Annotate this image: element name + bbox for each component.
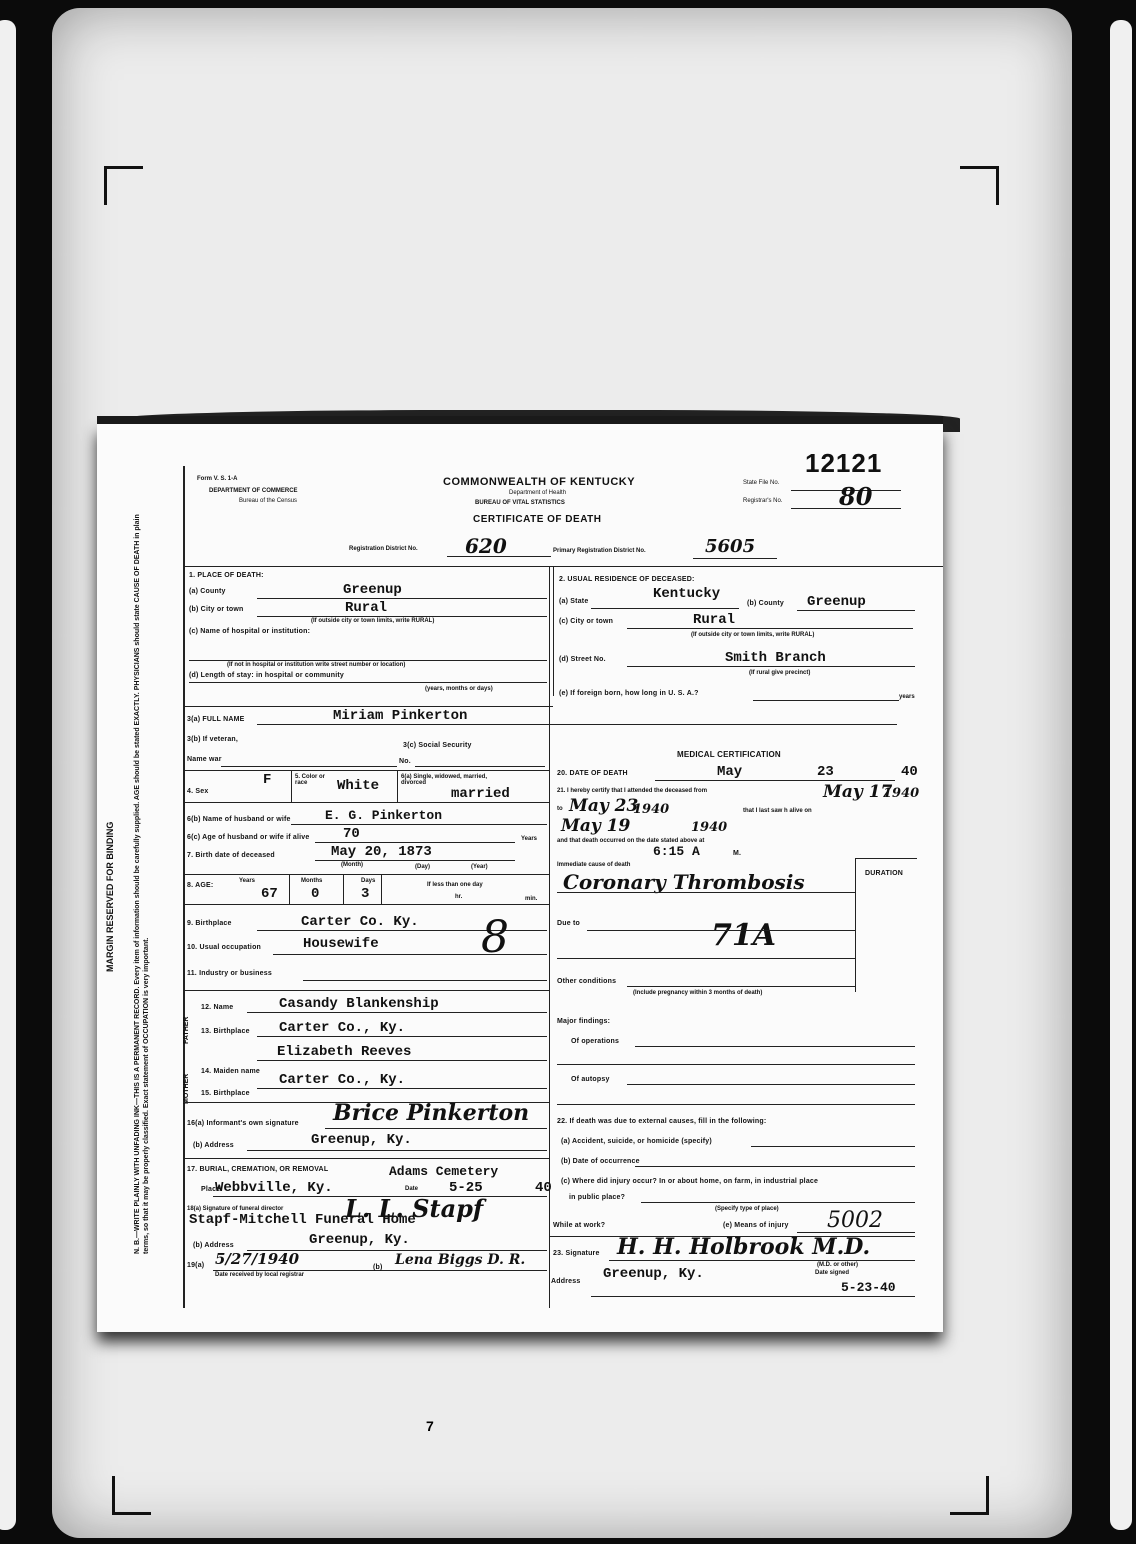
res-county-line xyxy=(797,610,915,611)
public-label: in public place? xyxy=(569,1194,626,1201)
margin-binding: MARGIN RESERVED FOR BINDING xyxy=(105,821,115,972)
work-label: While at work? xyxy=(553,1222,606,1229)
burial-label: 17. BURIAL, CREMATION, OR REMOVAL xyxy=(187,1166,329,1173)
age-months-label: Months xyxy=(301,878,323,884)
death-city: Rural xyxy=(345,600,388,616)
age-label: 8. AGE: xyxy=(187,882,214,889)
registrar-label: Registrar's No. xyxy=(743,498,783,504)
occupation: Housewife xyxy=(303,936,379,952)
birthplace-label: 9. Birthplace xyxy=(187,920,232,927)
commonwealth-title: COMMONWEALTH OF KENTUCKY xyxy=(443,476,636,488)
death-city-note: (If outside city or town limits, write RURAL) xyxy=(311,618,435,624)
other-note: (Include pregnancy within 3 months of death) xyxy=(633,990,763,996)
other-line xyxy=(627,986,855,987)
registrar-line xyxy=(791,508,901,509)
rule-sex xyxy=(183,770,549,771)
crop-mark-bottom-right xyxy=(950,1476,989,1515)
death-city-label: (b) City or town xyxy=(189,606,244,613)
physician-address: Greenup, Ky. xyxy=(603,1266,704,1282)
residence-heading: 2. USUAL RESIDENCE OF DECEASED: xyxy=(559,576,695,583)
occurrence-line xyxy=(635,1166,915,1167)
reg-district: 620 xyxy=(465,534,507,558)
father-name-label: 12. Name xyxy=(201,1004,234,1011)
birth-month: (Month) xyxy=(341,862,363,868)
age-div-3 xyxy=(381,874,382,904)
margin-note: N. B.—WRITE PLAINLY WITH UNFADING INK—THIS IS A PERMANENT RECORD. Every item of information should be carefully supplied. AGE should be stated EXACTLY. PHYSICIANS should state CAUSE OF DEATH in plain terms, so that it may be properly classified. Exact statement of OCCUPATION is very important. xyxy=(134,514,150,1254)
accident-line xyxy=(751,1146,915,1147)
external-label: 22. If death was due to external causes, fill in the following: xyxy=(557,1118,767,1125)
mother-name-label: 14. Maiden name xyxy=(201,1068,261,1075)
director-addr-label: (b) Address xyxy=(193,1242,234,1249)
accident-label: (a) Accident, suicide, or homicide (specify) xyxy=(561,1138,712,1145)
full-name-line xyxy=(257,724,897,725)
due-line xyxy=(587,930,855,931)
age-hr: hr. xyxy=(455,894,463,900)
autopsy-line-2 xyxy=(557,1104,915,1105)
cause-label: Immediate cause of death xyxy=(557,862,631,868)
column-divider-upper xyxy=(553,566,554,696)
last-seen-label: that I last saw h alive on xyxy=(743,808,812,814)
attended-to: May 23 xyxy=(569,796,639,816)
means-line xyxy=(797,1232,915,1233)
occurred-label: and that death occurred on the date stated above at xyxy=(557,838,705,844)
cause: Coronary Thrombosis xyxy=(563,870,805,894)
bureau-census: Bureau of the Census xyxy=(239,498,298,504)
death-year: 40 xyxy=(901,764,918,780)
age-div-1 xyxy=(289,874,290,904)
reg-district-label: Registration District No. xyxy=(349,546,418,552)
informant-addr-label: (b) Address xyxy=(193,1142,234,1149)
certificate-number: 12121 xyxy=(805,448,883,478)
hospital-label: (c) Name of hospital or institution: xyxy=(189,628,311,635)
sex: F xyxy=(263,772,272,788)
last-seen: May 19 xyxy=(561,816,631,836)
birth-label: 7. Birth date of deceased xyxy=(187,852,275,859)
ss-line xyxy=(415,766,545,767)
occupation-code: 8 xyxy=(481,912,509,963)
occupation-label: 10. Usual occupation xyxy=(187,944,262,951)
death-month: May xyxy=(717,764,743,780)
color: White xyxy=(337,778,380,794)
physician-signature: H. H. Holbrook M.D. xyxy=(617,1234,871,1260)
informant-address: Greenup, Ky. xyxy=(311,1132,412,1148)
res-state: Kentucky xyxy=(653,586,721,602)
registrar-number: 80 xyxy=(839,482,873,511)
primary-district-line xyxy=(693,558,777,559)
marital: married xyxy=(451,786,510,802)
death-certificate xyxy=(97,424,943,1332)
color-label: 5. Color or race xyxy=(295,774,326,786)
crop-mark-bottom-left xyxy=(112,1476,151,1515)
rule-top xyxy=(183,566,943,567)
foreign-label: (e) If foreign born, how long in U. S. A.? xyxy=(559,690,699,697)
mother-birthplace-line xyxy=(257,1088,547,1089)
rule-birthplace xyxy=(183,904,549,905)
war-label: Name war xyxy=(187,756,222,763)
public-line xyxy=(641,1202,915,1203)
death-time: 6:15 A xyxy=(653,844,700,859)
res-city-label: (c) City or town xyxy=(559,618,614,625)
specify-label: (Specify type of place) xyxy=(715,1206,779,1212)
birth-line xyxy=(315,860,515,861)
industry-label: 11. Industry or business xyxy=(187,970,272,977)
color-divider xyxy=(397,770,398,802)
birthplace: Carter Co. Ky. xyxy=(301,914,419,930)
physician-line xyxy=(609,1260,915,1261)
war-line xyxy=(221,766,397,767)
burial-place-label: Place xyxy=(201,1186,221,1193)
spouse-years: Years xyxy=(521,836,538,842)
death-day: 23 xyxy=(817,764,834,780)
registrar-sig-label: (b) xyxy=(373,1264,383,1271)
physician-sig-label: 23. Signature xyxy=(553,1250,600,1257)
state-file-label: State File No. xyxy=(743,480,780,486)
bureau-vital: BUREAU OF VITAL STATISTICS xyxy=(475,500,565,506)
hospital-note: (If not in hospital or institution write street number or location) xyxy=(227,662,406,668)
medical-heading: MEDICAL CERTIFICATION xyxy=(677,750,781,759)
death-county-line xyxy=(257,598,547,599)
last-seen-year: 1940 xyxy=(691,820,728,835)
duration-label: DURATION xyxy=(865,870,904,877)
res-county-label: (b) County xyxy=(747,600,784,607)
physician-addr-line xyxy=(591,1296,915,1297)
primary-district-label: Primary Registration District No. xyxy=(553,548,646,554)
certificate-title: CERTIFICATE OF DEATH xyxy=(473,514,602,525)
age-months: 0 xyxy=(311,886,320,902)
place-heading: 1. PLACE OF DEATH: xyxy=(189,572,264,579)
cemetery: Adams Cemetery xyxy=(389,1164,499,1179)
film-mark: 7 xyxy=(426,1418,434,1434)
occupation-line xyxy=(273,954,547,955)
stay-note: (years, months or days) xyxy=(425,686,493,692)
spouse-age-line xyxy=(315,842,515,843)
mother-birthplace-label: 15. Birthplace xyxy=(201,1090,250,1097)
physician-addr-label: Address xyxy=(551,1278,581,1285)
other-label: Other conditions xyxy=(557,978,617,985)
informant-sig-label: 16(a) Informant's own signature xyxy=(187,1120,299,1127)
rule-parents xyxy=(183,990,549,991)
film-strip-right xyxy=(1110,20,1132,1530)
means-label: (e) Means of injury xyxy=(723,1222,789,1229)
informant-signature: Brice Pinkerton xyxy=(333,1100,530,1126)
crop-mark-top-right xyxy=(960,166,999,205)
duration-divider xyxy=(855,858,856,992)
mother-name-line xyxy=(257,1060,547,1061)
autopsy-line xyxy=(627,1084,915,1085)
funeral-home: Stapf-Mitchell Funeral Home xyxy=(189,1212,416,1228)
ss-no-label: No. xyxy=(399,758,411,765)
dept-commerce: DEPARTMENT OF COMMERCE xyxy=(209,488,298,494)
res-state-line xyxy=(591,608,739,609)
industry-line xyxy=(303,980,547,981)
primary-district: 5605 xyxy=(705,536,756,557)
age-days: 3 xyxy=(361,886,370,902)
birth-date: May 20, 1873 xyxy=(331,844,432,860)
age-years-label: Years xyxy=(239,878,256,884)
marital-label: 6(a) Single, widowed, married, divorced xyxy=(401,774,488,786)
attended-year2: 1940 xyxy=(633,802,670,817)
informant-line xyxy=(325,1128,547,1129)
major-label: Major findings: xyxy=(557,1018,611,1025)
dept-health: Department of Health xyxy=(509,490,567,496)
film-strip-left xyxy=(0,20,16,1530)
column-divider xyxy=(549,566,550,1308)
spouse-label: 6(b) Name of husband or wife xyxy=(187,816,291,823)
duration-rule xyxy=(855,858,917,859)
attended-year1: 1940 xyxy=(883,786,920,801)
father-birthplace-label: 13. Birthplace xyxy=(201,1028,250,1035)
mother-tag: MOTHER xyxy=(183,1073,190,1104)
filed-note: Date received by local registrar xyxy=(215,1272,305,1278)
occurrence-label: (b) Date of occurrence xyxy=(561,1158,640,1165)
operations-label: Of operations xyxy=(571,1038,620,1045)
sex-label: 4. Sex xyxy=(187,788,209,795)
crop-mark-top-left xyxy=(104,166,143,205)
res-county: Greenup xyxy=(807,594,866,610)
director-label: 18(a) Signature of funeral director xyxy=(187,1206,284,1212)
reg-district-line xyxy=(447,556,551,557)
filed-label: 19(a) xyxy=(187,1262,205,1269)
cause-code: 71A xyxy=(711,918,777,953)
res-city: Rural xyxy=(693,612,736,628)
father-tag: FATHER xyxy=(183,1016,190,1044)
res-street-note: (If rural give precinct) xyxy=(749,670,811,676)
md-note: (M.D. or other) xyxy=(817,1262,858,1268)
death-time-m: M. xyxy=(733,850,742,857)
birth-day: (Day) xyxy=(415,864,431,870)
where-label: (c) Where did injury occur? In or about home, on farm, in industrial place xyxy=(561,1178,819,1185)
date-signed: 5-23-40 xyxy=(841,1280,896,1295)
res-street: Smith Branch xyxy=(725,650,826,666)
due-line-2 xyxy=(557,958,855,959)
full-name-label: 3(a) FULL NAME xyxy=(187,716,245,723)
age-years: 67 xyxy=(261,886,278,902)
veteran-label: 3(b) If veteran, xyxy=(187,736,239,743)
birth-year: (Year) xyxy=(471,864,488,870)
age-min: min. xyxy=(525,896,538,902)
foreign-line xyxy=(753,700,899,701)
res-city-note: (If outside city or town limits, write RURAL) xyxy=(691,632,815,638)
father-name-line xyxy=(247,1012,547,1013)
father-name: Casandy Blankenship xyxy=(279,996,439,1012)
foreign-years: years xyxy=(899,694,915,700)
rule-age xyxy=(183,874,549,875)
res-street-line xyxy=(627,666,915,667)
registrar-signature: Lena Biggs D. R. xyxy=(395,1252,526,1268)
death-county-label: (a) County xyxy=(189,588,226,595)
sex-divider xyxy=(291,770,292,802)
burial-date-label: Date xyxy=(405,1186,419,1192)
due-label: Due to xyxy=(557,920,580,927)
spouse-age: 70 xyxy=(343,826,360,842)
form-border-left xyxy=(183,466,185,1308)
stay-label: (d) Length of stay: in hospital or community xyxy=(189,672,345,679)
death-city-line xyxy=(257,616,547,617)
age-under-day: If less than one day xyxy=(427,882,483,888)
form-id: Form V. S. 1-A xyxy=(197,476,238,482)
rule-name xyxy=(183,706,553,707)
autopsy-label: Of autopsy xyxy=(571,1076,610,1083)
spouse-age-label: 6(c) Age of husband or wife if alive xyxy=(187,834,310,841)
attended-from: May 17 xyxy=(823,782,893,802)
director-address: Greenup, Ky. xyxy=(309,1232,410,1248)
mother-birthplace: Carter Co., Ky. xyxy=(279,1072,406,1088)
ss-label: 3(c) Social Security xyxy=(403,742,472,749)
operations-line xyxy=(635,1046,915,1047)
res-city-line xyxy=(627,628,913,629)
operations-line-2 xyxy=(557,1064,915,1065)
age-days-label: Days xyxy=(361,878,376,884)
informant-addr-line xyxy=(247,1150,547,1151)
age-div-2 xyxy=(343,874,344,904)
father-birthplace-line xyxy=(257,1036,547,1037)
date-signed-label: Date signed xyxy=(815,1270,850,1276)
cause-line xyxy=(557,892,855,893)
burial-year: 40 xyxy=(535,1180,552,1196)
hospital-line xyxy=(189,660,547,661)
death-county: Greenup xyxy=(343,582,402,598)
to-label: to xyxy=(557,806,563,812)
director-signature: L. L. Stapf xyxy=(345,1194,484,1223)
father-birthplace: Carter Co., Ky. xyxy=(279,1020,406,1036)
res-street-label: (d) Street No. xyxy=(559,656,606,663)
res-state-label: (a) State xyxy=(559,598,589,605)
means-code: 5002 xyxy=(827,1208,883,1233)
certify-label: 21. I hereby certify that I attended the deceased from xyxy=(557,788,708,794)
spouse-line xyxy=(291,824,547,825)
burial-date: 5-25 xyxy=(449,1180,483,1196)
rule-burial xyxy=(183,1158,549,1159)
full-name: Miriam Pinkerton xyxy=(333,708,468,724)
spouse: E. G. Pinkerton xyxy=(325,808,443,823)
burial-place: Webbville, Ky. xyxy=(215,1180,333,1196)
filed-date: 5/27/1940 xyxy=(215,1250,300,1268)
death-date-line xyxy=(655,780,895,781)
stay-line xyxy=(189,682,547,683)
death-date-label: 20. DATE OF DEATH xyxy=(557,770,628,777)
rule-spouse xyxy=(183,802,549,803)
mother-name: Elizabeth Reeves xyxy=(277,1044,412,1060)
